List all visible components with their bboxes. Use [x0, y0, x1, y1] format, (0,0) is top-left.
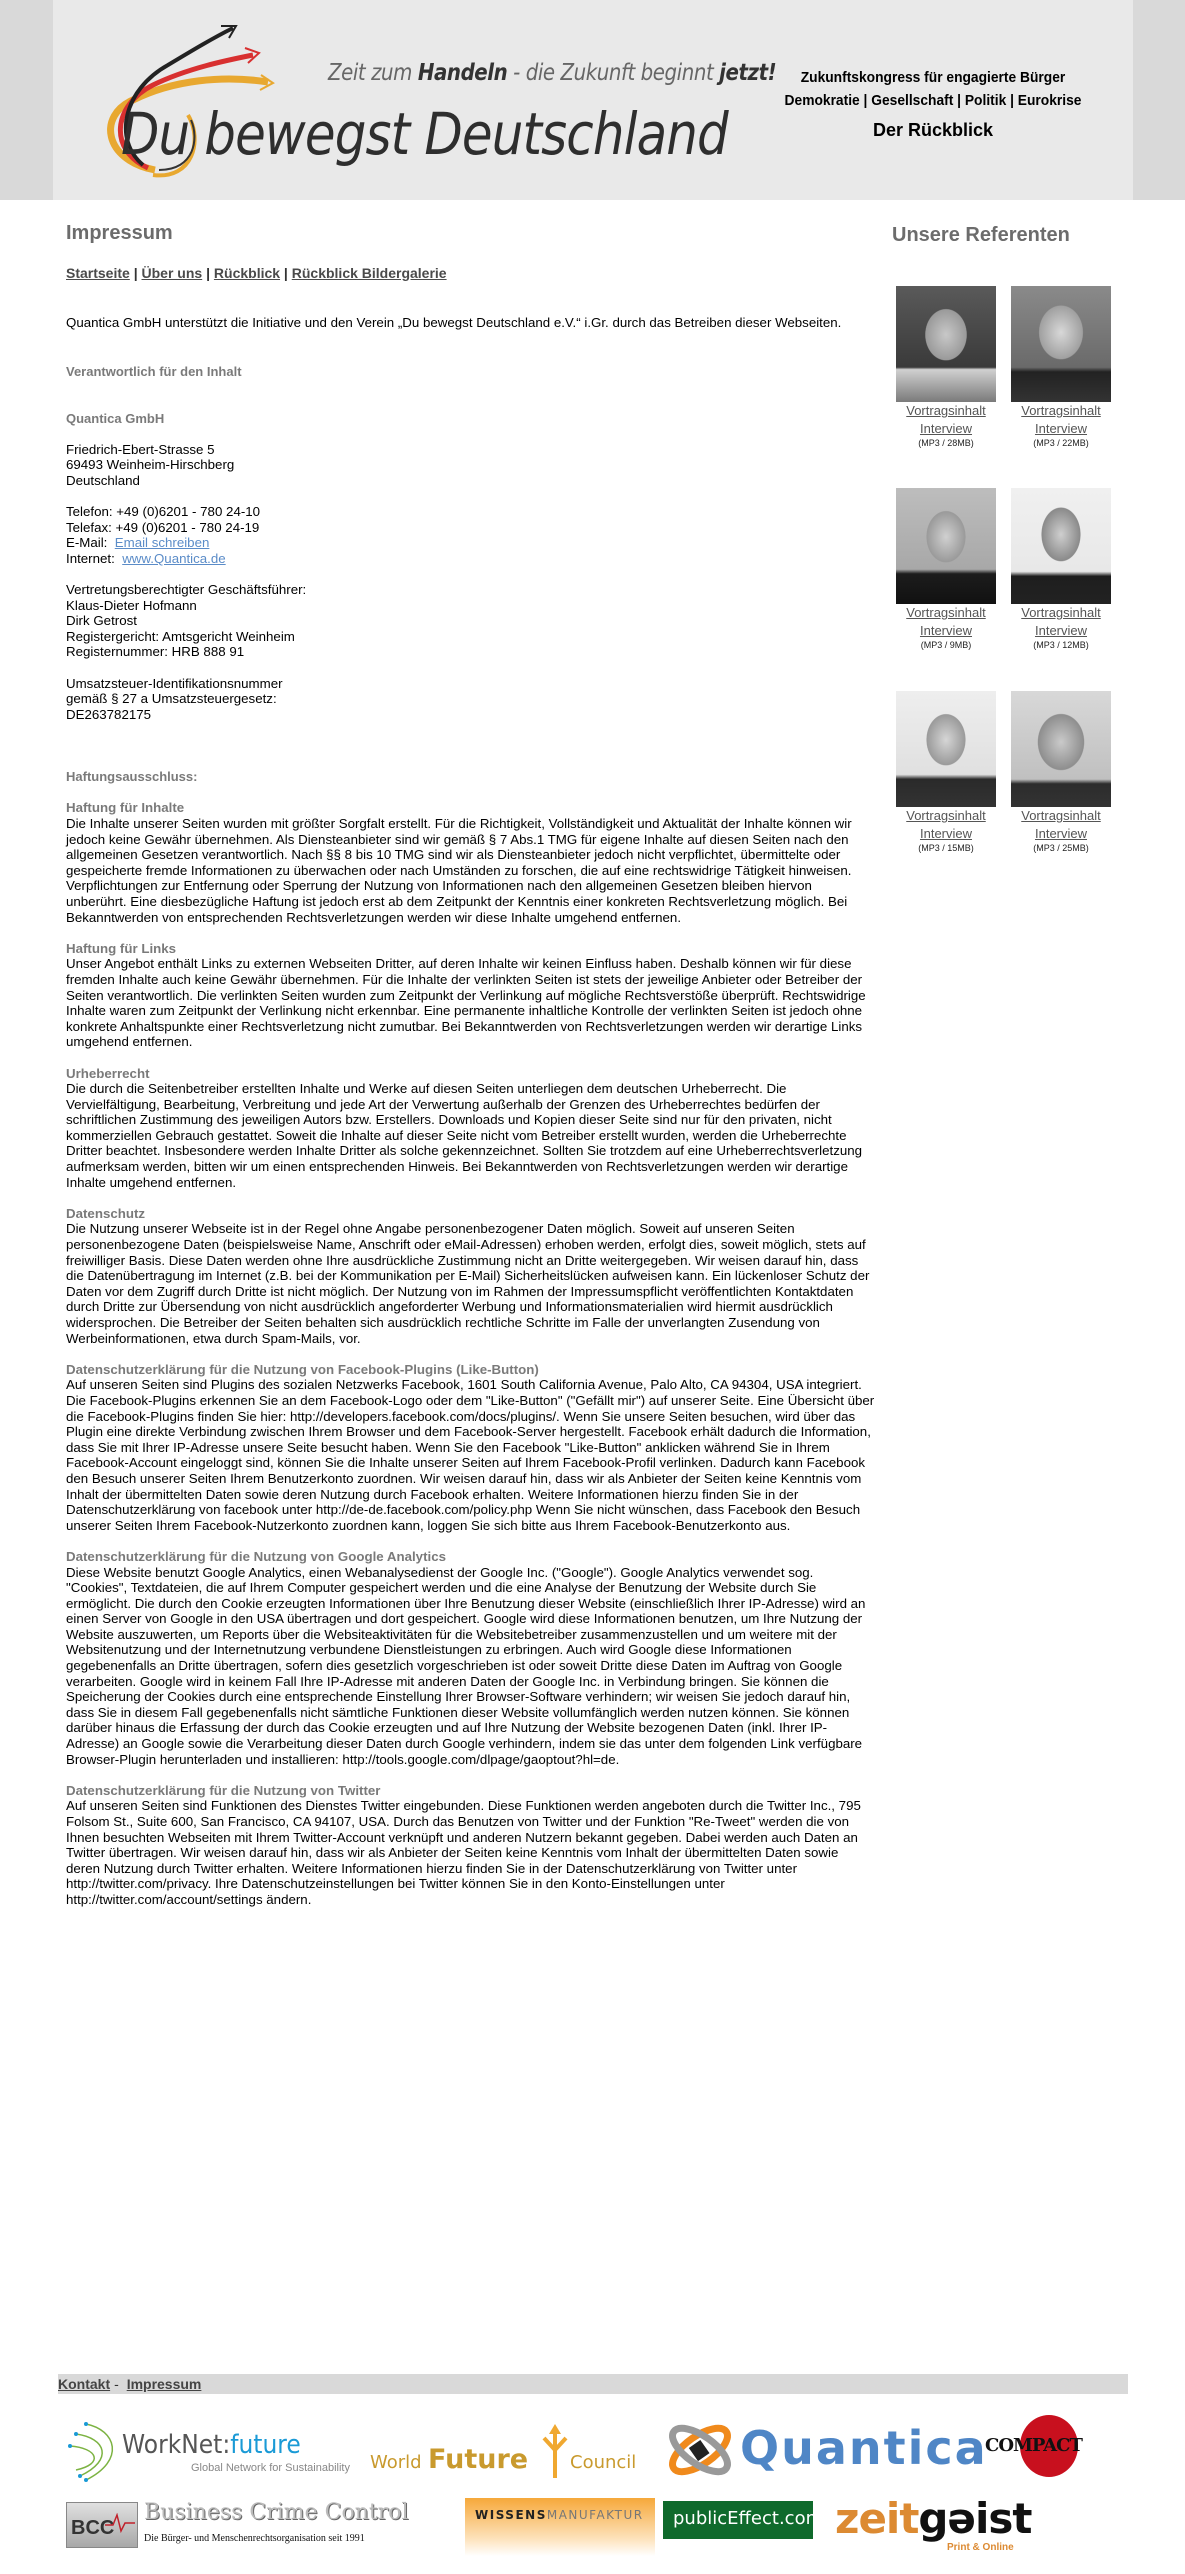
- pulse-line-icon: [105, 2513, 135, 2533]
- speaker-photo[interactable]: [1011, 691, 1111, 807]
- vat-law: gemäß § 27 a Umsatzsteuergesetz:: [66, 691, 277, 707]
- email-link[interactable]: Email schreiben: [114, 535, 210, 551]
- partner-publiceffect[interactable]: [663, 2501, 824, 2539]
- speaker-file-size: (MP3 / 9MB): [920, 640, 972, 650]
- speaker-interview-link[interactable]: Interview: [919, 623, 973, 638]
- footer-link-impressum[interactable]: Impressum: [126, 2376, 202, 2392]
- manager-name: Dirk Getrost: [66, 613, 137, 629]
- speaker-interview-link[interactable]: Interview: [1034, 421, 1088, 436]
- section-facebook: [66, 1362, 876, 1534]
- partner-quantica[interactable]: [665, 2415, 988, 2485]
- section-body: Auf unseren Seiten sind Funktionen des Dienstes Twitter eingebunden. Diese Funktionen werden angeboten durch die Twitter Inc., 795 Folsom St., Suite 600, San Francisco, CA 94107, USA. Durch das Benutzen von Twitter und der Funktion "Re-Tweet" werden die von Ihnen besuchten Webseiten mit Ihrem Twitter-Account verknüpft und anderen Nutzern bekannt gegeben. Dabei werden auch Daten an Twitter übertragen. Wir weisen darauf hin, dass wir als Anbieter der Seiten keine Kenntnis vom Inhalt der übermittelten Daten sowie deren Nutzung durch Twitter erhalten. Weitere Informationen hierzu finden Sie in der Datenschutzerklärung von Twitter unter http://twitter.com/privacy. Ihre Datenschutzeinstellungen bei Twitter können Sie in den Konto-Einstellungen unter http://twitter.com/account/settings ändern.: [66, 1798, 861, 1907]
- partner-zeitgeist[interactable]: [835, 2494, 1035, 2558]
- website-link[interactable]: www.Quantica.de: [122, 550, 226, 566]
- brand-name: Du bewegst Deutschland: [121, 100, 728, 168]
- management-label: Vertretungsberechtigter Geschäftsführer:: [66, 582, 307, 598]
- section-title: Datenschutzerklärung für die Nutzung von Google Analytics: [66, 1548, 446, 1564]
- speaker-file-size: (MP3 / 15MB): [918, 843, 974, 853]
- section-title: Datenschutz: [66, 1205, 146, 1221]
- speaker-file-size: (MP3 / 22MB): [1033, 438, 1089, 448]
- section-title: Urheberrecht: [66, 1065, 150, 1081]
- speaker-card: [1011, 286, 1111, 448]
- disclaimer-heading: Haftungsausschluss:: [66, 769, 198, 785]
- header: [53, 0, 1133, 200]
- bcc-abbr: BCC: [71, 2517, 115, 2539]
- partner-worknet-future[interactable]: [66, 2420, 366, 2485]
- partner-wissensmanufaktur[interactable]: [465, 2498, 655, 2556]
- site-logo[interactable]: [93, 20, 777, 190]
- branching-arrow-icon: [540, 2420, 570, 2480]
- zeitgeist-subtitle: Print & Online: [947, 2542, 1014, 2553]
- internet-label: Internet:: [66, 550, 115, 566]
- header-info: [733, 66, 1133, 141]
- nav-rueckblick[interactable]: Rückblick: [213, 264, 281, 281]
- address-country: Deutschland: [66, 472, 140, 488]
- section-body: Unser Angebot enthält Links zu externen Webseiten Dritter, auf deren Inhalte wir keinen Einfluss haben. Deshalb können wir für diese fremden Inhalte auch keine Gewähr übernehmen. Für die Inhalte der verlinkten Seiten ist stets der jeweilige Anbieter oder Betreiber der Seiten verantwortlich. Die verlinkten Seiten wurden zum Zeitpunkt der Verlinkung auf mögliche Rechtsverstöße überprüft. Rechtswidrige Inhalte waren zum Zeitpunkt der Verlinkung nicht erkennbar. Eine permanente inhaltliche Kontrolle der verlinkten Seiten ist jedoch ohne konkrete Anhaltspunkte einer Rechtsverletzung nicht zumutbar. Bei Bekanntwerden von Rechtsverletzungen werden wir derartige Links umgehend entfernen.: [66, 956, 866, 1050]
- phone: Telefon: +49 (0)6201 - 780 24-10: [66, 504, 261, 520]
- section-liability-content: [66, 800, 876, 925]
- speaker-talk-link[interactable]: Vortragsinhalt: [1021, 808, 1101, 823]
- speaker-talk-link[interactable]: Vortragsinhalt: [1021, 605, 1101, 620]
- footer-bar: [58, 2374, 1128, 2394]
- speaker-card: [1011, 691, 1111, 853]
- section-title: Datenschutzerklärung für die Nutzung von Facebook-Plugins (Like-Button): [66, 1361, 539, 1377]
- speaker-file-size: (MP3 / 28MB): [918, 438, 974, 448]
- nav-separator: |: [280, 264, 292, 281]
- register-number: Registernummer: HRB 888 91: [66, 644, 245, 660]
- main-content: [66, 220, 876, 1923]
- bcc-subtitle: Die Bürger- und Menschenrechtsorganisation seit 1991: [144, 2533, 365, 2544]
- speaker-talk-link[interactable]: Vortragsinhalt: [906, 403, 986, 418]
- section-title: Datenschutzerklärung für die Nutzung von Twitter: [66, 1782, 381, 1798]
- speaker-file-size: (MP3 / 12MB): [1033, 640, 1089, 650]
- responsible-heading: Verantwortlich für den Inhalt: [66, 363, 242, 379]
- bcc-name: Business Crime Control: [144, 2500, 409, 2525]
- section-copyright: [66, 1066, 876, 1191]
- sidebar-speakers: [880, 220, 1180, 853]
- worknet-colon: :: [222, 2430, 231, 2460]
- speaker-photo[interactable]: [896, 488, 996, 604]
- speaker-interview-link[interactable]: Interview: [919, 826, 973, 841]
- quantica-orbit-icon: [665, 2420, 735, 2480]
- intro-text: Quantica GmbH unterstützt die Initiative und den Verein „Du bewegst Deutschland e.V.“ i.Gr. durch das Betreiben dieser Webseiten.: [66, 315, 842, 331]
- section-liability-links: [66, 941, 876, 1050]
- header-subtitle: Zukunftskongress für engagierte Bürger: [800, 69, 1066, 86]
- wissens-light: MANUFAKTUR: [546, 2508, 644, 2522]
- worknet-name: WorkNet: [122, 2430, 223, 2460]
- nav-ueber-uns[interactable]: Über uns: [141, 264, 203, 281]
- section-body: Die durch die Seitenbetreiber erstellten Inhalte und Werke auf diesen Seiten unterliegen dem deutschen Urheberrecht. Die Vervielfältigung, Bearbeitung, Verbreitung und jede Art der Verwertung außerhalb der Grenzen des Urheberrechtes bedürfen der schriftlichen Zustimmung des jeweiligen Autors bzw. Erstellers. Downloads und Kopien dieser Seite sind nur für den privaten, nicht kommerziellen Gebrauch gestattet. Soweit die Inhalte auf dieser Seite nicht vom Betreiber erstellt wurden, werden die Urheberrechte Dritter beachtet. Insbesondere werden Inhalte Dritter als solche gekennzeichnet. Sollten Sie trotzdem auf eine Urheberrechtsverletzung aufmerksam werden, bitten wir um einen entsprechenden Hinweis. Bei Bekanntwerden von Rechtsverletzungen werden wir derartige Inhalte umgehend entfernen.: [66, 1081, 863, 1190]
- header-retrospective: Der Rückblick: [872, 120, 994, 140]
- partner-world-future-council[interactable]: [360, 2420, 660, 2485]
- wfc-world: World: [370, 2452, 422, 2473]
- section-body: Die Nutzung unserer Webseite ist in der Regel ohne Angabe personenbezogener Daten möglich. Soweit auf unseren Seiten personenbezogene Daten (beispielsweise Name, Anschrift oder eMail-Adressen) erhoben werden, erfolgt dies, soweit möglich, stets auf freiwilliger Basis. Diese Daten werden ohne Ihre ausdrückliche Zustimmung nicht an Dritte weitergegeben. Wir weisen darauf hin, dass die Datenübertragung im Internet (z.B. bei der Kommunikation per E-Mail) Sicherheitslücken aufweisen kann. Ein lückenloser Schutz der Daten vor dem Zugriff durch Dritte ist nicht möglich. Der Nutzung von im Rahmen der Impressumspflicht veröffentlichten Kontaktdaten durch Dritte zur Übersendung von nicht ausdrücklich angeforderter Werbung und Informationsmaterialien wird hiermit ausdrücklich widersprochen. Die Betreiber der Seiten behalten sich ausdrücklich rechtliche Schritte im Falle der unverlangten Zusendung von Werbeinformationen, etwa durch Spam-Mails, vor.: [66, 1221, 870, 1346]
- vat-id: DE263782175: [66, 706, 152, 722]
- worknet-subtitle: Global Network for Sustainability: [191, 2462, 350, 2474]
- footer-separator: -: [114, 2376, 119, 2392]
- section-google-analytics: [66, 1549, 876, 1767]
- speaker-interview-link[interactable]: Interview: [919, 421, 973, 436]
- worknet-future: future: [230, 2430, 301, 2460]
- speaker-card: [1011, 488, 1111, 650]
- section-title: Haftung für Links: [66, 940, 177, 956]
- email-label: E-Mail:: [66, 535, 108, 551]
- section-privacy: [66, 1206, 876, 1346]
- fax: Telefax: +49 (0)6201 - 780 24-19: [66, 519, 260, 535]
- speaker-photo[interactable]: [896, 691, 996, 807]
- section-twitter: [66, 1783, 876, 1908]
- address-street: Friedrich-Ebert-Strasse 5: [66, 441, 215, 457]
- header-topics: Demokratie | Gesellschaft | Politik | Eurokrise: [784, 92, 1082, 109]
- breadcrumb-nav: [66, 266, 876, 282]
- wfc-future: Future: [428, 2444, 529, 2475]
- speaker-talk-link[interactable]: Vortragsinhalt: [1021, 403, 1101, 418]
- manager-name: Klaus-Dieter Hofmann: [66, 597, 197, 613]
- speaker-card: [896, 286, 996, 448]
- section-body: Die Inhalte unserer Seiten wurden mit größter Sorgfalt erstellt. Für die Richtigkeit, Vollständigkeit und Aktualität der Inhalte können wir jedoch keine Gewähr übernehmen. Als Diensteanbieter sind wir gemäß § 7 Abs.1 TMG für eigene Inhalte auf diesen Seiten nach den allgemeinen Gesetzen verantwortlich. Nach §§ 8 bis 10 TMG sind wir als Diensteanbieter jedoch nicht verpflichtet, übermittelte oder gespeicherte fremde Informationen zu überwachen oder nach Umständen zu forschen, die auf eine rechtswidrige Tätigkeit hinweisen. Verpflichtungen zur Entfernung oder Sperrung der Nutzung von Informationen nach den allgemeinen Gesetzen bleiben hiervon unberührt. Eine diesbezügliche Haftung ist jedoch erst ab dem Zeitpunkt der Kenntnis einer konkreten Rechtsverletzung möglich. Bei Bekanntwerden von entsprechenden Rechtsverletzungen werden wir diese Inhalte umgehend entfernen.: [66, 816, 852, 925]
- company-name: Quantica GmbH: [66, 410, 165, 426]
- partner-business-crime-control[interactable]: [66, 2500, 409, 2555]
- speaker-talk-link[interactable]: Vortragsinhalt: [906, 605, 986, 620]
- wfc-council: Council: [570, 2452, 637, 2473]
- partner-logos: [0, 2400, 1185, 2574]
- speaker-talk-link[interactable]: Vortragsinhalt: [906, 808, 986, 823]
- partner-compact[interactable]: [985, 2415, 1095, 2480]
- email-row: [66, 535, 876, 551]
- wissens-bold: WISSENS: [475, 2508, 547, 2522]
- section-body: Diese Website benutzt Google Analytics, einen Webanalysedienst der Google Inc. ("Google"). Google Analytics verwendet sog. "Cookies", Textdateien, die auf Ihrem Computer gespeichert werden und die eine Analyse der Benutzung der Website durch Sie ermöglicht. Die durch den Cookie erzeugten Informationen über Ihre Benutzung dieser Website (einschließlich Ihrer IP-Adresse) wird an einen Server von Google in den USA übertragen und dort gespeichert. Google wird diese Informationen benutzen, um Ihre Nutzung der Website auszuwerten, um Reports über die Websiteaktivitäten für die Websitebetreiber zusammenzustellen und um weitere mit der Websitenutzung und der Internetnutzung verbundene Dienstleistungen zu erbringen. Auch wird Google diese Informationen gegebenenfalls an Dritte übertragen, sofern dies gesetzlich vorgeschrieben ist oder soweit Dritte diese Daten im Auftrag von Google verarbeiten. Google wird in keinem Fall Ihre IP-Adresse mit anderen Daten der Google Inc. in Verbindung bringen. Sie können die Speicherung der Cookies durch eine entsprechende Einstellung Ihrer Browser-Software verhindern; wir weisen Sie jedoch darauf hin, dass Sie in diesem Fall gegebenenfalls nicht sämtliche Funktionen dieser Website vollumfänglich werden nutzen können. Sie können darüber hinaus die Erfassung der durch das Cookie erzeugten und auf Ihre Nutzung der Website bezogenen Daten (inkl. Ihrer IP-Adresse) an Google sowie die Verarbeitung dieser Daten durch Google verhindern, indem sie das unter dem folgenden Link verfügbare Browser-Plugin herunterladen und installieren: http://tools.google.com/dlpage/gaoptout?hl=de.: [66, 1564, 866, 1767]
- speaker-photo[interactable]: [1011, 488, 1111, 604]
- nav-separator: |: [202, 264, 214, 281]
- speaker-card: [896, 488, 996, 650]
- speaker-photo[interactable]: [896, 286, 996, 402]
- internet-row: [66, 551, 876, 567]
- compact-name: COMPACT: [985, 2435, 1082, 2456]
- zeitgeist-zeit: zeit: [835, 2494, 919, 2543]
- publiceffect-name: publicEffect.com: [673, 2508, 824, 2529]
- register-court: Registergericht: Amtsgericht Weinheim: [66, 628, 295, 644]
- page-title: Impressum: [66, 222, 173, 244]
- sidebar-title: Unsere Referenten: [892, 224, 1070, 246]
- vat-label: Umsatzsteuer-Identifikationsnummer: [66, 675, 283, 691]
- footer-link-kontakt[interactable]: Kontakt: [58, 2376, 111, 2392]
- speaker-card: [896, 691, 996, 853]
- speaker-photo[interactable]: [1011, 286, 1111, 402]
- speaker-file-size: (MP3 / 25MB): [1033, 843, 1089, 853]
- section-body: Auf unseren Seiten sind Plugins des sozialen Netzwerks Facebook, 1601 South California Avenue, Palo Alto, CA 94304, USA integriert. Die Facebook-Plugins erkennen Sie an dem Facebook-Logo oder dem "Like-Button" ("Gefällt mir") auf unserer Seite. Eine Übersicht über die Facebook-Plugins finden Sie hier: http://developers.facebook.com/docs/plugins/. Wenn Sie unsere Seiten besuchen, wird über das Plugin eine direkte Verbindung zwischen Ihrem Browser und dem Facebook-Server hergestellt. Facebook erhält dadurch die Information, dass Sie mit Ihrer IP-Adresse unsere Seite besucht haben. Wenn Sie den Facebook "Like-Button" anklicken während Sie in Ihrem Facebook-Account eingeloggt sind, können Sie die Inhalte unserer Seiten auf Ihrem Facebook-Profil verlinken. Dadurch kann Facebook den Besuch unserer Seiten Ihrem Benutzerkonto zuordnen. Wir weisen darauf hin, dass wir als Anbieter der Seiten keine Kenntnis vom Inhalt der übermittelten Daten sowie deren Nutzung durch Facebook erhalten. Weitere Informationen hierzu finden Sie in der Datenschutzerklärung von facebook unter http://de-de.facebook.com/policy.php Wenn Sie nicht wünschen, dass Facebook den Besuch unserer Seiten Ihrem Facebook-Nutzerkonto zuordnen kann, loggen Sie sich bitte aus Ihrem Facebook-Benutzerkonto aus.: [66, 1377, 875, 1533]
- address-city: 69493 Weinheim-Hirschberg: [66, 457, 235, 473]
- nav-separator: |: [129, 264, 142, 281]
- quantica-name: Quantica: [740, 2421, 988, 2475]
- speaker-interview-link[interactable]: Interview: [1034, 623, 1088, 638]
- section-title: Haftung für Inhalte: [66, 800, 185, 816]
- header-outer: [0, 0, 1185, 200]
- tagline: Zeit zum Handeln - die Zukunft beginnt jetzt!: [328, 60, 777, 86]
- nav-startseite[interactable]: Startseite: [66, 264, 130, 281]
- nav-bildergalerie[interactable]: Rückblick Bildergalerie: [291, 264, 447, 281]
- speaker-interview-link[interactable]: Interview: [1034, 826, 1088, 841]
- network-arcs-icon: [66, 2420, 126, 2485]
- bcc-badge-icon: [66, 2502, 138, 2548]
- zeitgeist-geist: gəist: [918, 2494, 1032, 2543]
